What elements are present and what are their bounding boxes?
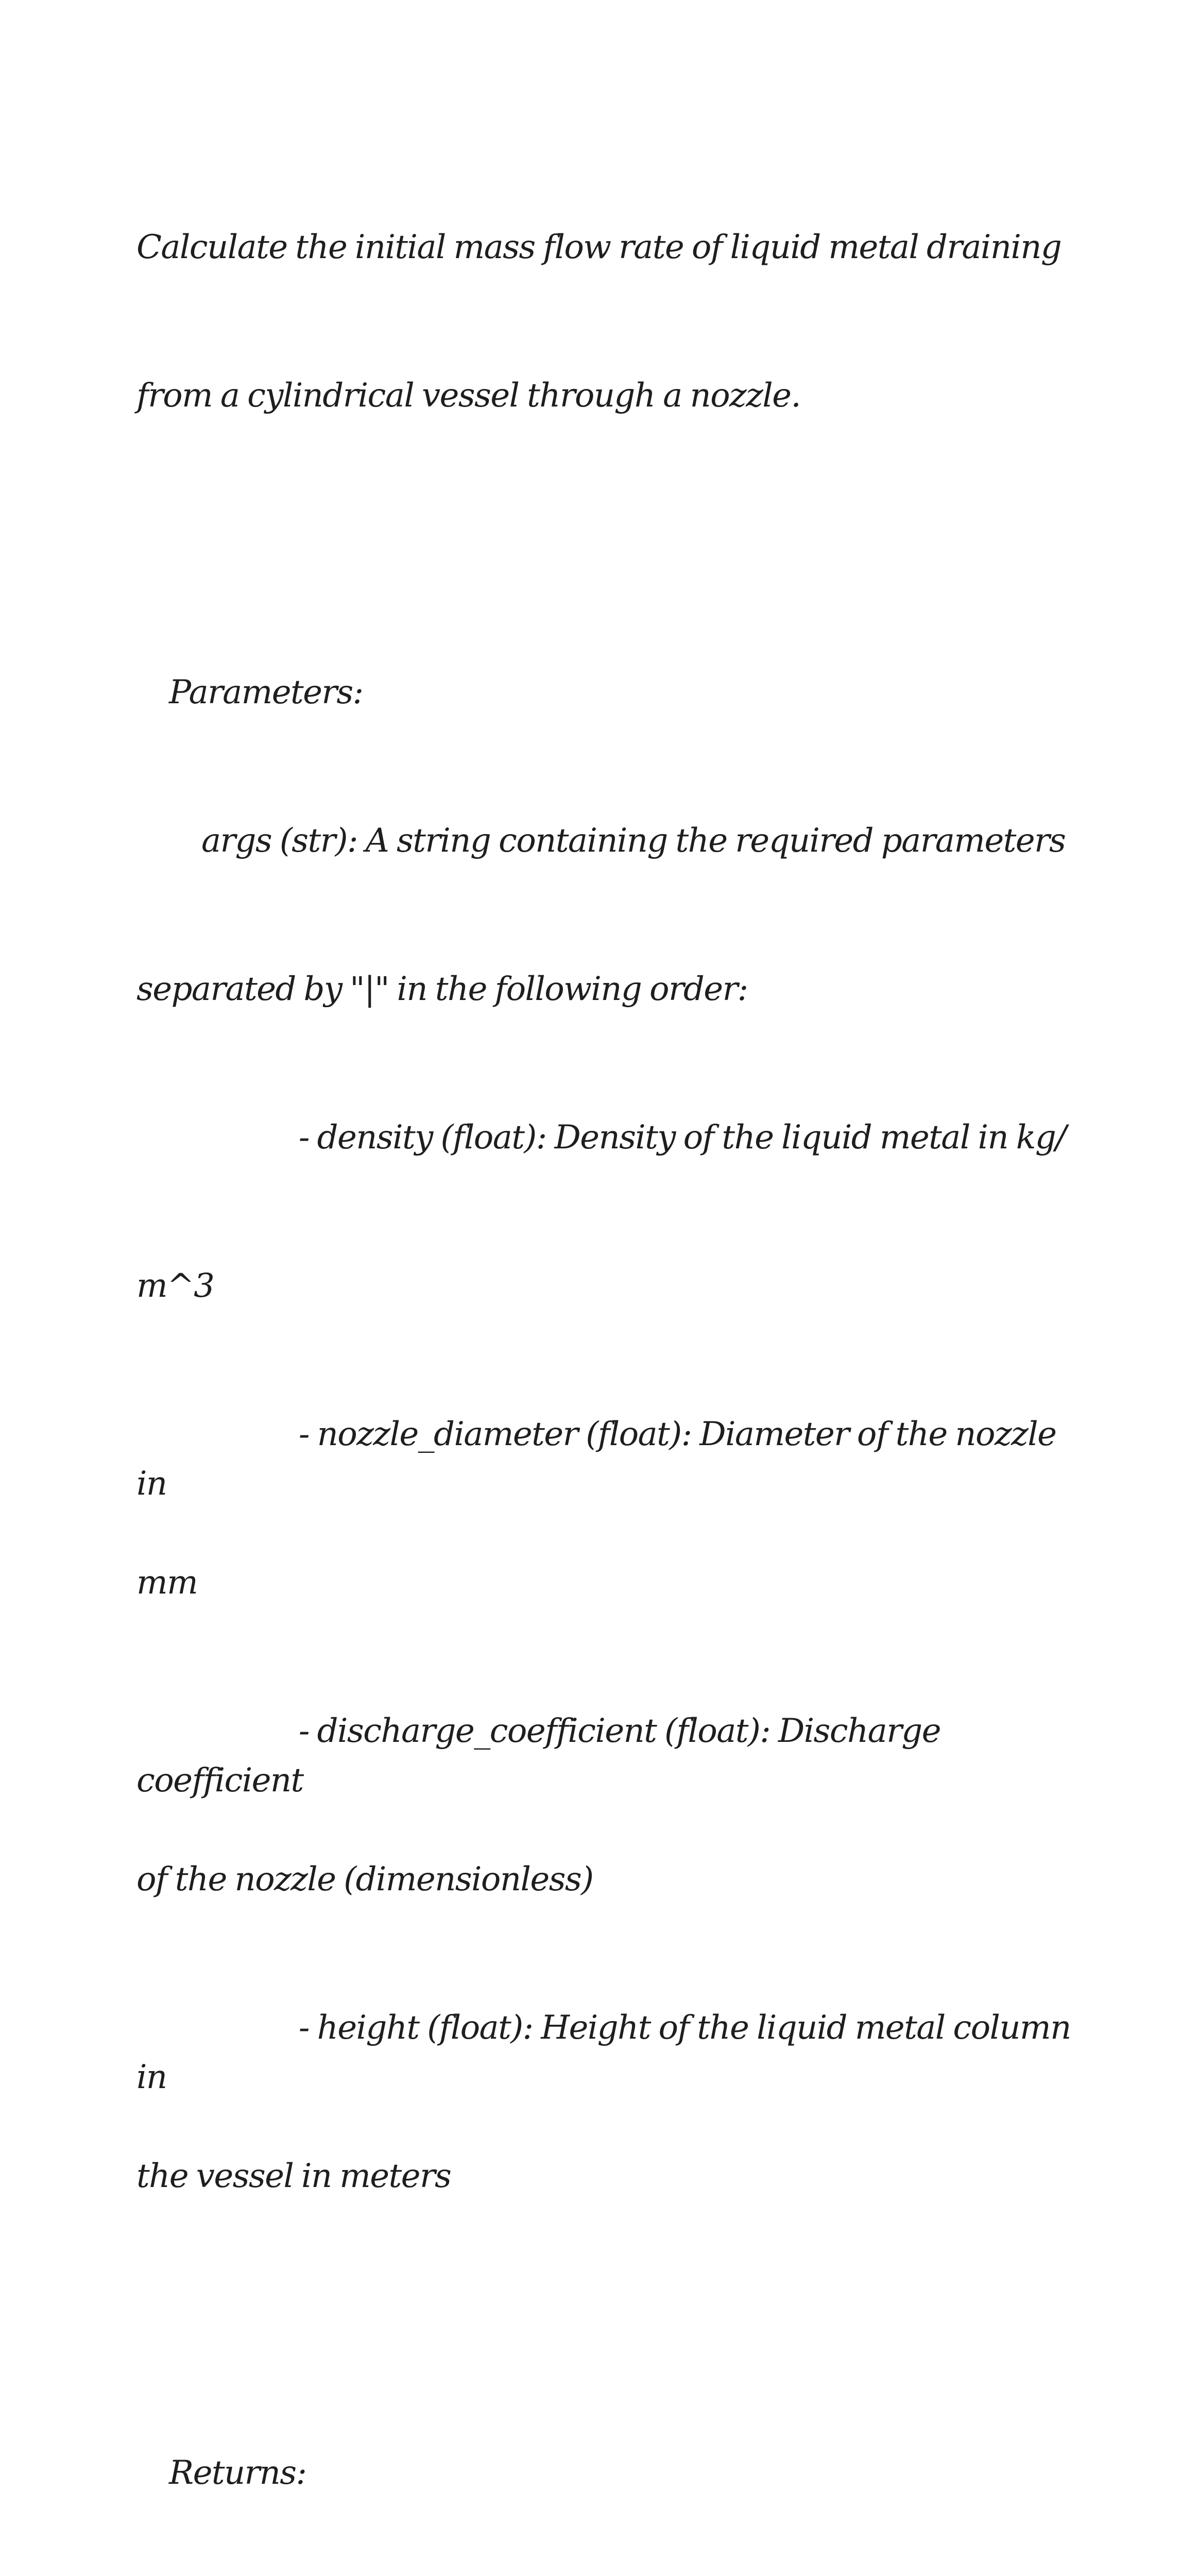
args-description-line-1: args (str): A string containing the required parameters	[136, 822, 1066, 860]
param-nozzle-diameter-line-2: mm	[136, 1564, 198, 1602]
param-nozzle-diameter-line-1: - nozzle_diameter (float): Diameter of the nozzle in	[136, 1415, 1065, 1503]
returns-heading: Returns:	[136, 2454, 306, 2492]
parameters-heading: Parameters:	[136, 673, 363, 711]
blank-line	[136, 2300, 1074, 2349]
param-density-line-2: m^3	[136, 1267, 214, 1305]
summary-line-1: Calculate the initial mass flow rate of liquid metal draining	[136, 228, 1062, 266]
param-height-line-1: - height (float): Height of the liquid metal column in	[136, 2009, 1079, 2096]
param-discharge-coefficient-line-1: - discharge_coefficient (float): Discharge coefficient	[136, 1712, 949, 1800]
args-description-line-2: separated by "|" in the following order:	[136, 970, 748, 1008]
param-discharge-coefficient-line-2: of the nozzle (dimensionless)	[136, 1860, 593, 1899]
param-height-line-2: the vessel in meters	[136, 2157, 451, 2195]
docstring-text	[136, 124, 1079, 2576]
param-density-line-1: - density (float): Density of the liquid metal in kg/	[136, 1118, 1066, 1157]
blank-line	[136, 519, 1074, 569]
summary-line-2: from a cylindrical vessel through a nozzle.	[136, 377, 801, 415]
